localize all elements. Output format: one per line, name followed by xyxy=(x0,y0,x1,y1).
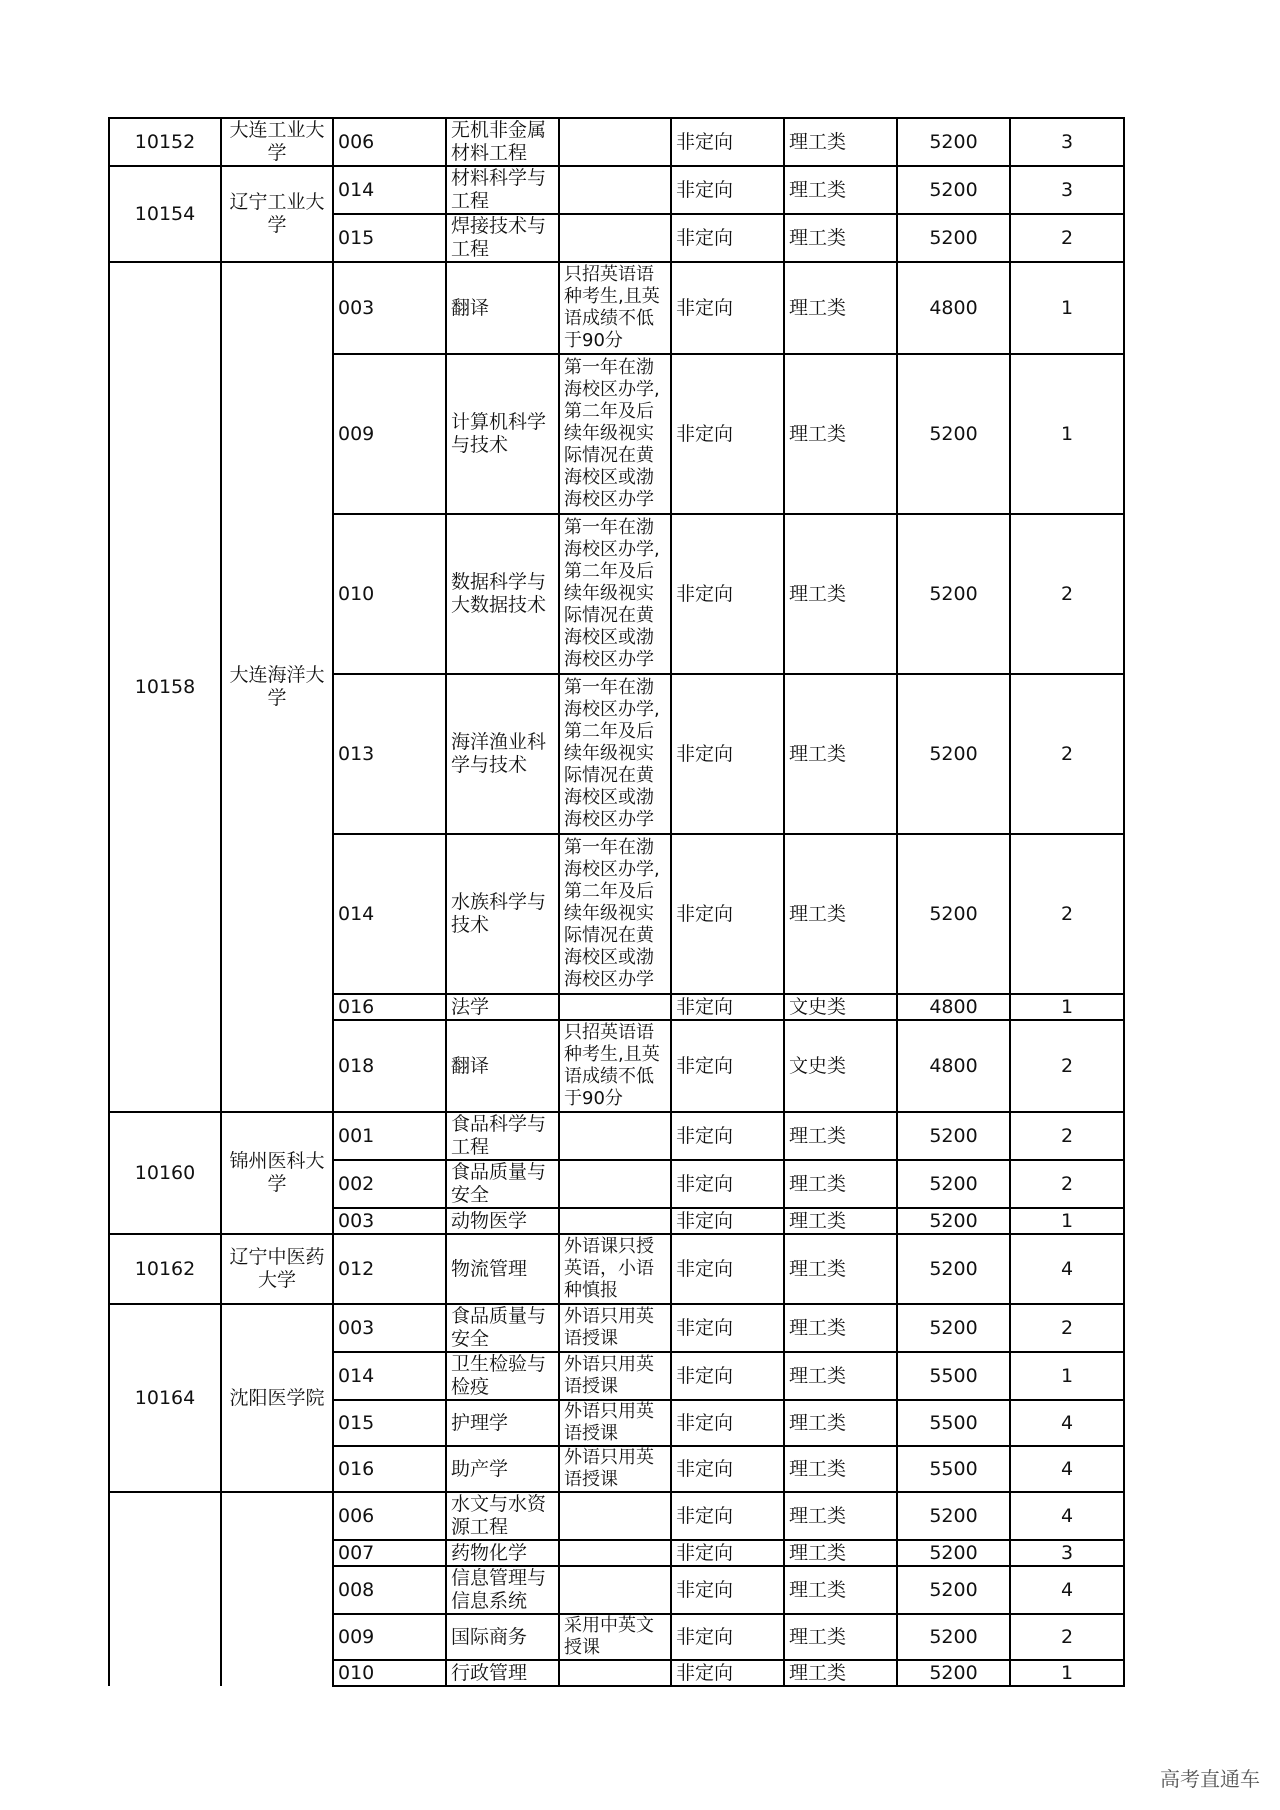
major-code-cell: 002 xyxy=(333,1160,446,1208)
major-code-cell: 014 xyxy=(333,1352,446,1400)
table-row xyxy=(109,166,1124,214)
major-note-cell: 采用中英文授课 xyxy=(559,1614,671,1660)
plan-type-cell: 非定向 xyxy=(671,1400,784,1446)
university-code-cell xyxy=(109,1492,221,1686)
major-note-cell xyxy=(559,1112,671,1160)
university-code-cell: 10158 xyxy=(109,262,221,1112)
major-code-cell: 016 xyxy=(333,994,446,1020)
subject-category-cell: 文史类 xyxy=(784,1020,897,1112)
plan-count-cell: 2 xyxy=(1010,1304,1124,1352)
subject-category-cell: 理工类 xyxy=(784,1112,897,1160)
table-row xyxy=(109,1304,1124,1352)
major-code-cell: 015 xyxy=(333,1400,446,1446)
subject-category-cell: 理工类 xyxy=(784,118,897,166)
university-name-cell: 锦州医科大学 xyxy=(221,1112,333,1234)
footer-watermark: 高考直通车 xyxy=(1160,1767,1260,1791)
plan-count-cell: 1 xyxy=(1010,1208,1124,1234)
plan-count-cell: 1 xyxy=(1010,354,1124,514)
subject-category-cell: 理工类 xyxy=(784,214,897,262)
plan-type-cell: 非定向 xyxy=(671,118,784,166)
subject-category-cell: 理工类 xyxy=(784,1304,897,1352)
major-code-cell: 009 xyxy=(333,1614,446,1660)
major-code-cell: 010 xyxy=(333,514,446,674)
tuition-fee-cell: 5500 xyxy=(897,1400,1010,1446)
university-name-cell: 辽宁工业大学 xyxy=(221,166,333,262)
university-code-cell: 10164 xyxy=(109,1304,221,1492)
plan-type-cell: 非定向 xyxy=(671,1614,784,1660)
major-note-cell: 外语只用英语授课 xyxy=(559,1304,671,1352)
university-name-cell: 沈阳医学院 xyxy=(221,1304,333,1492)
tuition-fee-cell: 5200 xyxy=(897,1614,1010,1660)
major-name-cell: 物流管理 xyxy=(446,1234,559,1304)
plan-count-cell: 3 xyxy=(1010,118,1124,166)
subject-category-cell: 理工类 xyxy=(784,1352,897,1400)
plan-type-cell: 非定向 xyxy=(671,354,784,514)
major-name-cell: 海洋渔业科学与技术 xyxy=(446,674,559,834)
major-code-cell: 006 xyxy=(333,118,446,166)
plan-count-cell: 2 xyxy=(1010,1614,1124,1660)
tuition-fee-cell: 4800 xyxy=(897,1020,1010,1112)
major-code-cell: 008 xyxy=(333,1566,446,1614)
plan-count-cell: 1 xyxy=(1010,1352,1124,1400)
subject-category-cell: 文史类 xyxy=(784,994,897,1020)
plan-type-cell: 非定向 xyxy=(671,1304,784,1352)
major-note-cell xyxy=(559,1660,671,1686)
plan-type-cell: 非定向 xyxy=(671,1112,784,1160)
major-name-cell: 动物医学 xyxy=(446,1208,559,1234)
subject-category-cell: 理工类 xyxy=(784,514,897,674)
plan-count-cell: 2 xyxy=(1010,514,1124,674)
plan-count-cell: 4 xyxy=(1010,1234,1124,1304)
university-code-cell: 10162 xyxy=(109,1234,221,1304)
plan-count-cell: 1 xyxy=(1010,994,1124,1020)
university-code-cell: 10160 xyxy=(109,1112,221,1234)
major-code-cell: 003 xyxy=(333,262,446,354)
university-code-cell: 10154 xyxy=(109,166,221,262)
plan-count-cell: 1 xyxy=(1010,1660,1124,1686)
major-note-cell xyxy=(559,1208,671,1234)
tuition-fee-cell: 5200 xyxy=(897,354,1010,514)
university-code-cell: 10152 xyxy=(109,118,221,166)
plan-count-cell: 2 xyxy=(1010,834,1124,994)
university-name-cell: 辽宁中医药大学 xyxy=(221,1234,333,1304)
major-name-cell: 卫生检验与检疫 xyxy=(446,1352,559,1400)
plan-type-cell: 非定向 xyxy=(671,262,784,354)
subject-category-cell: 理工类 xyxy=(784,1446,897,1492)
major-note-cell: 外语课只授英语，小语种慎报 xyxy=(559,1234,671,1304)
table-row xyxy=(109,262,1124,354)
tuition-fee-cell: 5200 xyxy=(897,214,1010,262)
subject-category-cell: 理工类 xyxy=(784,674,897,834)
tuition-fee-cell: 5200 xyxy=(897,514,1010,674)
plan-type-cell: 非定向 xyxy=(671,834,784,994)
major-note-cell xyxy=(559,994,671,1020)
plan-count-cell: 4 xyxy=(1010,1566,1124,1614)
major-note-cell xyxy=(559,1160,671,1208)
plan-count-cell: 1 xyxy=(1010,262,1124,354)
plan-type-cell: 非定向 xyxy=(671,1160,784,1208)
table-row xyxy=(109,1492,1124,1540)
plan-count-cell: 4 xyxy=(1010,1400,1124,1446)
major-name-cell: 计算机科学与技术 xyxy=(446,354,559,514)
plan-type-cell: 非定向 xyxy=(671,674,784,834)
plan-type-cell: 非定向 xyxy=(671,1492,784,1540)
major-name-cell: 行政管理 xyxy=(446,1660,559,1686)
tuition-fee-cell: 5200 xyxy=(897,166,1010,214)
plan-type-cell: 非定向 xyxy=(671,1234,784,1304)
table-row xyxy=(109,118,1124,166)
tuition-fee-cell: 5200 xyxy=(897,1540,1010,1566)
plan-type-cell: 非定向 xyxy=(671,1020,784,1112)
major-code-cell: 018 xyxy=(333,1020,446,1112)
major-name-cell: 无机非金属材料工程 xyxy=(446,118,559,166)
tuition-fee-cell: 5500 xyxy=(897,1352,1010,1400)
major-code-cell: 015 xyxy=(333,214,446,262)
subject-category-cell: 理工类 xyxy=(784,1400,897,1446)
plan-count-cell: 4 xyxy=(1010,1446,1124,1492)
tuition-fee-cell: 4800 xyxy=(897,262,1010,354)
major-note-cell: 外语只用英语授课 xyxy=(559,1446,671,1492)
enrollment-plan-table xyxy=(108,117,1125,1687)
major-note-cell xyxy=(559,214,671,262)
major-note-cell xyxy=(559,1566,671,1614)
subject-category-cell: 理工类 xyxy=(784,1614,897,1660)
subject-category-cell: 理工类 xyxy=(784,166,897,214)
major-note-cell: 外语只用英语授课 xyxy=(559,1400,671,1446)
subject-category-cell: 理工类 xyxy=(784,1234,897,1304)
subject-category-cell: 理工类 xyxy=(784,1540,897,1566)
plan-count-cell: 3 xyxy=(1010,166,1124,214)
tuition-fee-cell: 5200 xyxy=(897,1160,1010,1208)
major-code-cell: 014 xyxy=(333,166,446,214)
major-code-cell: 003 xyxy=(333,1208,446,1234)
major-note-cell xyxy=(559,1540,671,1566)
tuition-fee-cell: 5200 xyxy=(897,834,1010,994)
major-name-cell: 材料科学与工程 xyxy=(446,166,559,214)
tuition-fee-cell: 5200 xyxy=(897,1566,1010,1614)
subject-category-cell: 理工类 xyxy=(784,1208,897,1234)
plan-type-cell: 非定向 xyxy=(671,1566,784,1614)
subject-category-cell: 理工类 xyxy=(784,1566,897,1614)
plan-type-cell: 非定向 xyxy=(671,1446,784,1492)
plan-type-cell: 非定向 xyxy=(671,1540,784,1566)
major-note-cell: 只招英语语种考生,且英语成绩不低于90分 xyxy=(559,1020,671,1112)
subject-category-cell: 理工类 xyxy=(784,834,897,994)
tuition-fee-cell: 5200 xyxy=(897,1492,1010,1540)
tuition-fee-cell: 4800 xyxy=(897,994,1010,1020)
plan-type-cell: 非定向 xyxy=(671,994,784,1020)
university-name-cell xyxy=(221,1492,333,1686)
major-code-cell: 009 xyxy=(333,354,446,514)
subject-category-cell: 理工类 xyxy=(784,354,897,514)
plan-count-cell: 2 xyxy=(1010,674,1124,834)
major-name-cell: 数据科学与大数据技术 xyxy=(446,514,559,674)
plan-count-cell: 3 xyxy=(1010,1540,1124,1566)
major-code-cell: 014 xyxy=(333,834,446,994)
plan-type-cell: 非定向 xyxy=(671,1352,784,1400)
plan-type-cell: 非定向 xyxy=(671,514,784,674)
major-note-cell: 第一年在渤海校区办学,第二年及后续年级视实际情况在黄海校区或渤海校区办学 xyxy=(559,674,671,834)
major-name-cell: 水文与水资源工程 xyxy=(446,1492,559,1540)
major-name-cell: 信息管理与信息系统 xyxy=(446,1566,559,1614)
plan-count-cell: 2 xyxy=(1010,1020,1124,1112)
plan-type-cell: 非定向 xyxy=(671,1660,784,1686)
table-row xyxy=(109,1112,1124,1160)
major-note-cell: 第一年在渤海校区办学,第二年及后续年级视实际情况在黄海校区或渤海校区办学 xyxy=(559,514,671,674)
major-note-cell: 第一年在渤海校区办学,第二年及后续年级视实际情况在黄海校区或渤海校区办学 xyxy=(559,354,671,514)
table-row xyxy=(109,1234,1124,1304)
major-name-cell: 药物化学 xyxy=(446,1540,559,1566)
subject-category-cell: 理工类 xyxy=(784,1492,897,1540)
major-note-cell xyxy=(559,118,671,166)
major-name-cell: 国际商务 xyxy=(446,1614,559,1660)
tuition-fee-cell: 5200 xyxy=(897,674,1010,834)
major-name-cell: 食品质量与安全 xyxy=(446,1304,559,1352)
plan-type-cell: 非定向 xyxy=(671,166,784,214)
plan-count-cell: 2 xyxy=(1010,1160,1124,1208)
major-code-cell: 013 xyxy=(333,674,446,834)
major-code-cell: 003 xyxy=(333,1304,446,1352)
major-note-cell: 只招英语语种考生,且英语成绩不低于90分 xyxy=(559,262,671,354)
major-name-cell: 护理学 xyxy=(446,1400,559,1446)
plan-count-cell: 4 xyxy=(1010,1492,1124,1540)
tuition-fee-cell: 5200 xyxy=(897,118,1010,166)
tuition-fee-cell: 5200 xyxy=(897,1208,1010,1234)
plan-type-cell: 非定向 xyxy=(671,1208,784,1234)
tuition-fee-cell: 5500 xyxy=(897,1446,1010,1492)
major-name-cell: 食品质量与安全 xyxy=(446,1160,559,1208)
subject-category-cell: 理工类 xyxy=(784,1660,897,1686)
tuition-fee-cell: 5200 xyxy=(897,1304,1010,1352)
major-code-cell: 007 xyxy=(333,1540,446,1566)
plan-type-cell: 非定向 xyxy=(671,214,784,262)
university-name-cell: 大连工业大学 xyxy=(221,118,333,166)
subject-category-cell: 理工类 xyxy=(784,262,897,354)
major-code-cell: 012 xyxy=(333,1234,446,1304)
tuition-fee-cell: 5200 xyxy=(897,1234,1010,1304)
tuition-fee-cell: 5200 xyxy=(897,1112,1010,1160)
major-note-cell xyxy=(559,1492,671,1540)
major-name-cell: 焊接技术与工程 xyxy=(446,214,559,262)
major-code-cell: 006 xyxy=(333,1492,446,1540)
plan-count-cell: 2 xyxy=(1010,214,1124,262)
plan-count-cell: 2 xyxy=(1010,1112,1124,1160)
major-name-cell: 翻译 xyxy=(446,1020,559,1112)
subject-category-cell: 理工类 xyxy=(784,1160,897,1208)
major-name-cell: 食品科学与工程 xyxy=(446,1112,559,1160)
major-name-cell: 助产学 xyxy=(446,1446,559,1492)
major-code-cell: 010 xyxy=(333,1660,446,1686)
major-note-cell: 外语只用英语授课 xyxy=(559,1352,671,1400)
major-name-cell: 法学 xyxy=(446,994,559,1020)
major-code-cell: 001 xyxy=(333,1112,446,1160)
major-code-cell: 016 xyxy=(333,1446,446,1492)
major-note-cell xyxy=(559,166,671,214)
tuition-fee-cell: 5200 xyxy=(897,1660,1010,1686)
major-name-cell: 翻译 xyxy=(446,262,559,354)
university-name-cell: 大连海洋大学 xyxy=(221,262,333,1112)
major-name-cell: 水族科学与技术 xyxy=(446,834,559,994)
major-note-cell: 第一年在渤海校区办学,第二年及后续年级视实际情况在黄海校区或渤海校区办学 xyxy=(559,834,671,994)
